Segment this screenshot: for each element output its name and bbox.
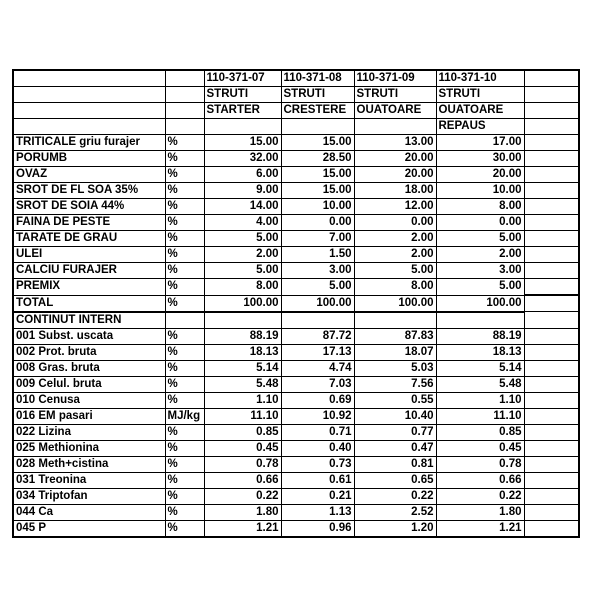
nutrients-name[interactable]: 010 Cenusa (13, 392, 165, 408)
ingredients-row (13, 247, 579, 263)
nutrients-value[interactable]: 0.81 (354, 456, 436, 472)
blank-cell[interactable] (524, 151, 579, 167)
nutrients-value[interactable]: 4.74 (281, 360, 354, 376)
nutrients-value[interactable]: 0.73 (281, 456, 354, 472)
nutrients-row (13, 408, 579, 424)
blank-cell[interactable] (524, 167, 579, 183)
nutrients-value[interactable]: 1.21 (204, 520, 281, 537)
nutrients-row (13, 520, 579, 537)
nutrients-value[interactable]: 0.65 (354, 472, 436, 488)
nutrients-value[interactable]: 7.56 (354, 376, 436, 392)
ingredients-unit[interactable]: % (165, 167, 204, 183)
nutrients-value[interactable]: 0.40 (281, 440, 354, 456)
blank-cell[interactable] (524, 199, 579, 215)
header-row-codes (13, 70, 579, 87)
ingredients-row (13, 199, 579, 215)
nutrients-value[interactable]: 1.80 (436, 504, 524, 520)
nutrients-value[interactable]: 1.80 (204, 504, 281, 520)
blank-cell[interactable] (524, 119, 579, 135)
header-row-line2 (13, 103, 579, 119)
header-cell-line3[interactable]: REPAUS (436, 119, 524, 135)
nutrients-value[interactable]: 0.45 (436, 440, 524, 456)
blank-cell[interactable] (524, 360, 579, 376)
blank-cell[interactable] (165, 70, 204, 87)
header-cell-line2[interactable]: OUATOARE (436, 103, 524, 119)
nutrients-value[interactable]: 7.03 (281, 376, 354, 392)
blank-cell[interactable] (524, 328, 579, 344)
header-cell-codes[interactable]: 110-371-09 (354, 70, 436, 87)
header-cell-line2[interactable]: STARTER (204, 103, 281, 119)
blank-cell[interactable] (13, 87, 165, 103)
nutrients-name[interactable]: 034 Triptofan (13, 488, 165, 504)
nutrients-value[interactable]: 0.77 (354, 424, 436, 440)
nutrients-unit[interactable]: % (165, 504, 204, 520)
ingredients-value[interactable]: 14.00 (204, 199, 281, 215)
nutrients-name[interactable]: 025 Methionina (13, 440, 165, 456)
ingredients-value[interactable]: 20.00 (354, 167, 436, 183)
ingredients-unit[interactable]: % (165, 215, 204, 231)
ingredients-name[interactable]: ULEI (13, 247, 165, 263)
nutrients-unit[interactable]: % (165, 488, 204, 504)
nutrients-value[interactable]: 5.14 (436, 360, 524, 376)
nutrients-value[interactable]: 1.13 (281, 504, 354, 520)
nutrients-name[interactable]: 044 Ca (13, 504, 165, 520)
total-value[interactable]: 100.00 (436, 295, 524, 312)
blank-cell[interactable] (524, 103, 579, 119)
ingredients-value[interactable]: 1.50 (281, 247, 354, 263)
ingredients-value[interactable]: 8.00 (436, 199, 524, 215)
ingredients-value[interactable]: 0.00 (354, 215, 436, 231)
ingredients-value[interactable]: 17.00 (436, 135, 524, 151)
ingredients-value[interactable]: 2.00 (354, 247, 436, 263)
blank-cell[interactable] (524, 247, 579, 263)
header-cell-codes[interactable]: 110-371-08 (281, 70, 354, 87)
feed-formula-table (12, 69, 580, 538)
ingredients-row (13, 167, 579, 183)
nutrients-value[interactable]: 10.40 (354, 408, 436, 424)
blank-cell[interactable] (524, 456, 579, 472)
nutrients-unit[interactable]: % (165, 456, 204, 472)
total-name[interactable]: TOTAL (13, 295, 165, 312)
header-cell-line2[interactable]: CRESTERE (281, 103, 354, 119)
blank-cell[interactable] (165, 119, 204, 135)
ingredients-value[interactable]: 5.00 (204, 231, 281, 247)
nutrients-row (13, 344, 579, 360)
nutrients-row (13, 456, 579, 472)
nutrients-value[interactable]: 2.52 (354, 504, 436, 520)
section-title-row (13, 312, 579, 329)
blank-cell[interactable] (524, 295, 579, 312)
nutrients-value[interactable]: 18.13 (436, 344, 524, 360)
blank-cell[interactable] (354, 312, 436, 329)
header-cell-line1[interactable]: STRUTI (354, 87, 436, 103)
header-cell-line1[interactable]: STRUTI (436, 87, 524, 103)
total-value[interactable]: 100.00 (354, 295, 436, 312)
ingredients-value[interactable]: 8.00 (354, 279, 436, 296)
nutrients-value[interactable]: 5.48 (436, 376, 524, 392)
ingredients-row (13, 215, 579, 231)
nutrients-value[interactable]: 0.55 (354, 392, 436, 408)
nutrients-value[interactable]: 11.10 (436, 408, 524, 424)
nutrients-value[interactable]: 0.85 (436, 424, 524, 440)
header-row-line1 (13, 87, 579, 103)
nutrients-value[interactable]: 0.22 (436, 488, 524, 504)
header-cell-line1[interactable]: STRUTI (204, 87, 281, 103)
nutrients-row (13, 376, 579, 392)
ingredients-value[interactable]: 12.00 (354, 199, 436, 215)
nutrients-value[interactable]: 10.92 (281, 408, 354, 424)
ingredients-value[interactable]: 0.00 (436, 215, 524, 231)
nutrients-value[interactable]: 18.13 (204, 344, 281, 360)
spreadsheet (12, 69, 578, 538)
header-cell-codes[interactable]: 110-371-07 (204, 70, 281, 87)
ingredients-name[interactable]: PORUMB (13, 151, 165, 167)
blank-cell[interactable] (524, 183, 579, 199)
nutrients-name[interactable]: 001 Subst. uscata (13, 328, 165, 344)
blank-cell[interactable] (524, 520, 579, 537)
ingredients-name[interactable]: CALCIU FURAJER (13, 263, 165, 279)
nutrients-name[interactable]: 008 Gras. bruta (13, 360, 165, 376)
blank-cell[interactable] (13, 70, 165, 87)
nutrients-value[interactable]: 88.19 (204, 328, 281, 344)
total-row (13, 295, 579, 312)
ingredients-unit[interactable]: % (165, 279, 204, 296)
ingredients-value[interactable]: 5.00 (436, 279, 524, 296)
ingredients-row (13, 183, 579, 199)
nutrients-value[interactable]: 5.03 (354, 360, 436, 376)
ingredients-value[interactable]: 13.00 (354, 135, 436, 151)
nutrients-value[interactable]: 0.96 (281, 520, 354, 537)
nutrients-value[interactable]: 0.85 (204, 424, 281, 440)
blank-cell[interactable] (524, 472, 579, 488)
nutrients-row (13, 424, 579, 440)
nutrients-unit[interactable]: % (165, 360, 204, 376)
ingredients-unit[interactable]: % (165, 135, 204, 151)
nutrients-name[interactable]: 028 Meth+cistina (13, 456, 165, 472)
ingredients-value[interactable]: 15.00 (281, 183, 354, 199)
blank-cell[interactable] (524, 279, 579, 296)
header-cell-line3[interactable] (281, 119, 354, 135)
ingredients-value[interactable]: 32.00 (204, 151, 281, 167)
nutrients-unit[interactable]: % (165, 376, 204, 392)
nutrients-name[interactable]: 016 EM pasari (13, 408, 165, 424)
header-cell-codes[interactable]: 110-371-10 (436, 70, 524, 87)
nutrients-value[interactable]: 0.78 (436, 456, 524, 472)
blank-cell[interactable] (281, 312, 354, 329)
nutrients-value[interactable]: 0.61 (281, 472, 354, 488)
nutrients-name[interactable]: 031 Treonina (13, 472, 165, 488)
ingredients-unit[interactable]: % (165, 231, 204, 247)
nutrients-row (13, 328, 579, 344)
nutrients-name[interactable]: 045 P (13, 520, 165, 537)
blank-cell[interactable] (13, 119, 165, 135)
blank-cell[interactable] (524, 263, 579, 279)
section-title[interactable]: CONTINUT INTERN (13, 312, 165, 329)
blank-cell[interactable] (524, 408, 579, 424)
nutrients-value[interactable]: 1.21 (436, 520, 524, 537)
blank-cell[interactable] (436, 312, 524, 329)
nutrients-value[interactable]: 5.48 (204, 376, 281, 392)
nutrients-unit[interactable]: % (165, 424, 204, 440)
blank-cell[interactable] (524, 215, 579, 231)
ingredients-value[interactable]: 5.00 (354, 263, 436, 279)
nutrients-unit[interactable]: % (165, 328, 204, 344)
ingredients-value[interactable]: 10.00 (436, 183, 524, 199)
ingredients-name[interactable]: FAINA DE PESTE (13, 215, 165, 231)
ingredients-value[interactable]: 8.00 (204, 279, 281, 296)
ingredients-value[interactable]: 30.00 (436, 151, 524, 167)
ingredients-value[interactable]: 5.00 (204, 263, 281, 279)
blank-cell[interactable] (524, 135, 579, 151)
nutrients-value[interactable]: 87.83 (354, 328, 436, 344)
blank-cell[interactable] (524, 440, 579, 456)
ingredients-value[interactable]: 15.00 (281, 135, 354, 151)
ingredients-value[interactable]: 2.00 (354, 231, 436, 247)
nutrients-value[interactable]: 0.22 (204, 488, 281, 504)
blank-cell[interactable] (524, 376, 579, 392)
blank-cell[interactable] (204, 312, 281, 329)
blank-cell[interactable] (524, 312, 579, 329)
nutrients-row (13, 360, 579, 376)
nutrients-row (13, 472, 579, 488)
nutrients-value[interactable]: 0.21 (281, 488, 354, 504)
ingredients-value[interactable]: 0.00 (281, 215, 354, 231)
ingredients-unit[interactable]: % (165, 247, 204, 263)
blank-cell[interactable] (165, 312, 204, 329)
header-cell-line1[interactable]: STRUTI (281, 87, 354, 103)
nutrients-value[interactable]: 0.45 (204, 440, 281, 456)
nutrients-value[interactable]: 18.07 (354, 344, 436, 360)
nutrients-value[interactable]: 0.71 (281, 424, 354, 440)
ingredients-name[interactable]: TRITICALE griu furajer (13, 135, 165, 151)
ingredients-name[interactable]: SROT DE FL SOA 35% (13, 183, 165, 199)
ingredients-unit[interactable]: % (165, 183, 204, 199)
ingredients-row (13, 231, 579, 247)
ingredients-value[interactable]: 10.00 (281, 199, 354, 215)
blank-cell[interactable] (165, 103, 204, 119)
ingredients-value[interactable]: 18.00 (354, 183, 436, 199)
nutrients-name[interactable]: 009 Celul. bruta (13, 376, 165, 392)
nutrients-row (13, 488, 579, 504)
header-cell-line2[interactable]: OUATOARE (354, 103, 436, 119)
nutrients-value[interactable]: 5.14 (204, 360, 281, 376)
blank-cell[interactable] (524, 344, 579, 360)
ingredients-value[interactable]: 7.00 (281, 231, 354, 247)
nutrients-unit[interactable]: MJ/kg (165, 408, 204, 424)
total-value[interactable]: 100.00 (204, 295, 281, 312)
nutrients-value[interactable]: 17.13 (281, 344, 354, 360)
blank-cell[interactable] (524, 504, 579, 520)
ingredients-value[interactable]: 2.00 (204, 247, 281, 263)
ingredients-value[interactable]: 5.00 (436, 231, 524, 247)
ingredients-value[interactable]: 15.00 (204, 135, 281, 151)
ingredients-value[interactable]: 20.00 (354, 151, 436, 167)
nutrients-unit[interactable]: % (165, 344, 204, 360)
nutrients-name[interactable]: 002 Prot. bruta (13, 344, 165, 360)
nutrients-unit[interactable]: % (165, 440, 204, 456)
ingredients-value[interactable]: 15.00 (281, 167, 354, 183)
nutrients-unit[interactable]: % (165, 472, 204, 488)
header-row-line3 (13, 119, 579, 135)
nutrients-value[interactable]: 1.10 (436, 392, 524, 408)
ingredients-row (13, 279, 579, 296)
ingredients-unit[interactable]: % (165, 151, 204, 167)
nutrients-value[interactable]: 0.47 (354, 440, 436, 456)
ingredients-unit[interactable]: % (165, 263, 204, 279)
ingredients-name[interactable]: SROT DE SOIA 44% (13, 199, 165, 215)
nutrients-unit[interactable]: % (165, 520, 204, 537)
nutrients-value[interactable]: 0.66 (436, 472, 524, 488)
blank-cell[interactable] (524, 392, 579, 408)
nutrients-name[interactable]: 022 Lizina (13, 424, 165, 440)
nutrients-value[interactable]: 0.66 (204, 472, 281, 488)
ingredients-value[interactable]: 9.00 (204, 183, 281, 199)
blank-cell[interactable] (13, 103, 165, 119)
ingredients-value[interactable]: 6.00 (204, 167, 281, 183)
nutrients-unit[interactable]: % (165, 392, 204, 408)
ingredients-value[interactable]: 4.00 (204, 215, 281, 231)
ingredients-row (13, 135, 579, 151)
nutrients-value[interactable]: 0.22 (354, 488, 436, 504)
ingredients-value[interactable]: 3.00 (281, 263, 354, 279)
ingredients-value[interactable]: 5.00 (281, 279, 354, 296)
ingredients-row (13, 151, 579, 167)
ingredients-row (13, 263, 579, 279)
nutrients-value[interactable]: 0.78 (204, 456, 281, 472)
nutrients-value[interactable]: 88.19 (436, 328, 524, 344)
nutrients-row (13, 440, 579, 456)
ingredients-name[interactable]: PREMIX (13, 279, 165, 296)
blank-cell[interactable] (524, 488, 579, 504)
blank-cell[interactable] (524, 424, 579, 440)
nutrients-row (13, 504, 579, 520)
nutrients-value[interactable]: 1.10 (204, 392, 281, 408)
total-unit[interactable]: % (165, 295, 204, 312)
ingredients-name[interactable]: OVAZ (13, 167, 165, 183)
blank-cell[interactable] (524, 87, 579, 103)
ingredients-unit[interactable]: % (165, 199, 204, 215)
blank-cell[interactable] (165, 87, 204, 103)
ingredients-value[interactable]: 3.00 (436, 263, 524, 279)
nutrients-value[interactable]: 0.69 (281, 392, 354, 408)
nutrients-value[interactable]: 11.10 (204, 408, 281, 424)
blank-cell[interactable] (524, 231, 579, 247)
ingredients-value[interactable]: 28.50 (281, 151, 354, 167)
ingredients-name[interactable]: TARATE DE GRAU (13, 231, 165, 247)
nutrients-value[interactable]: 87.72 (281, 328, 354, 344)
nutrients-value[interactable]: 1.20 (354, 520, 436, 537)
header-cell-line3[interactable] (204, 119, 281, 135)
total-value[interactable]: 100.00 (281, 295, 354, 312)
blank-cell[interactable] (524, 70, 579, 87)
ingredients-value[interactable]: 2.00 (436, 247, 524, 263)
header-cell-line3[interactable] (354, 119, 436, 135)
nutrients-row (13, 392, 579, 408)
ingredients-value[interactable]: 20.00 (436, 167, 524, 183)
